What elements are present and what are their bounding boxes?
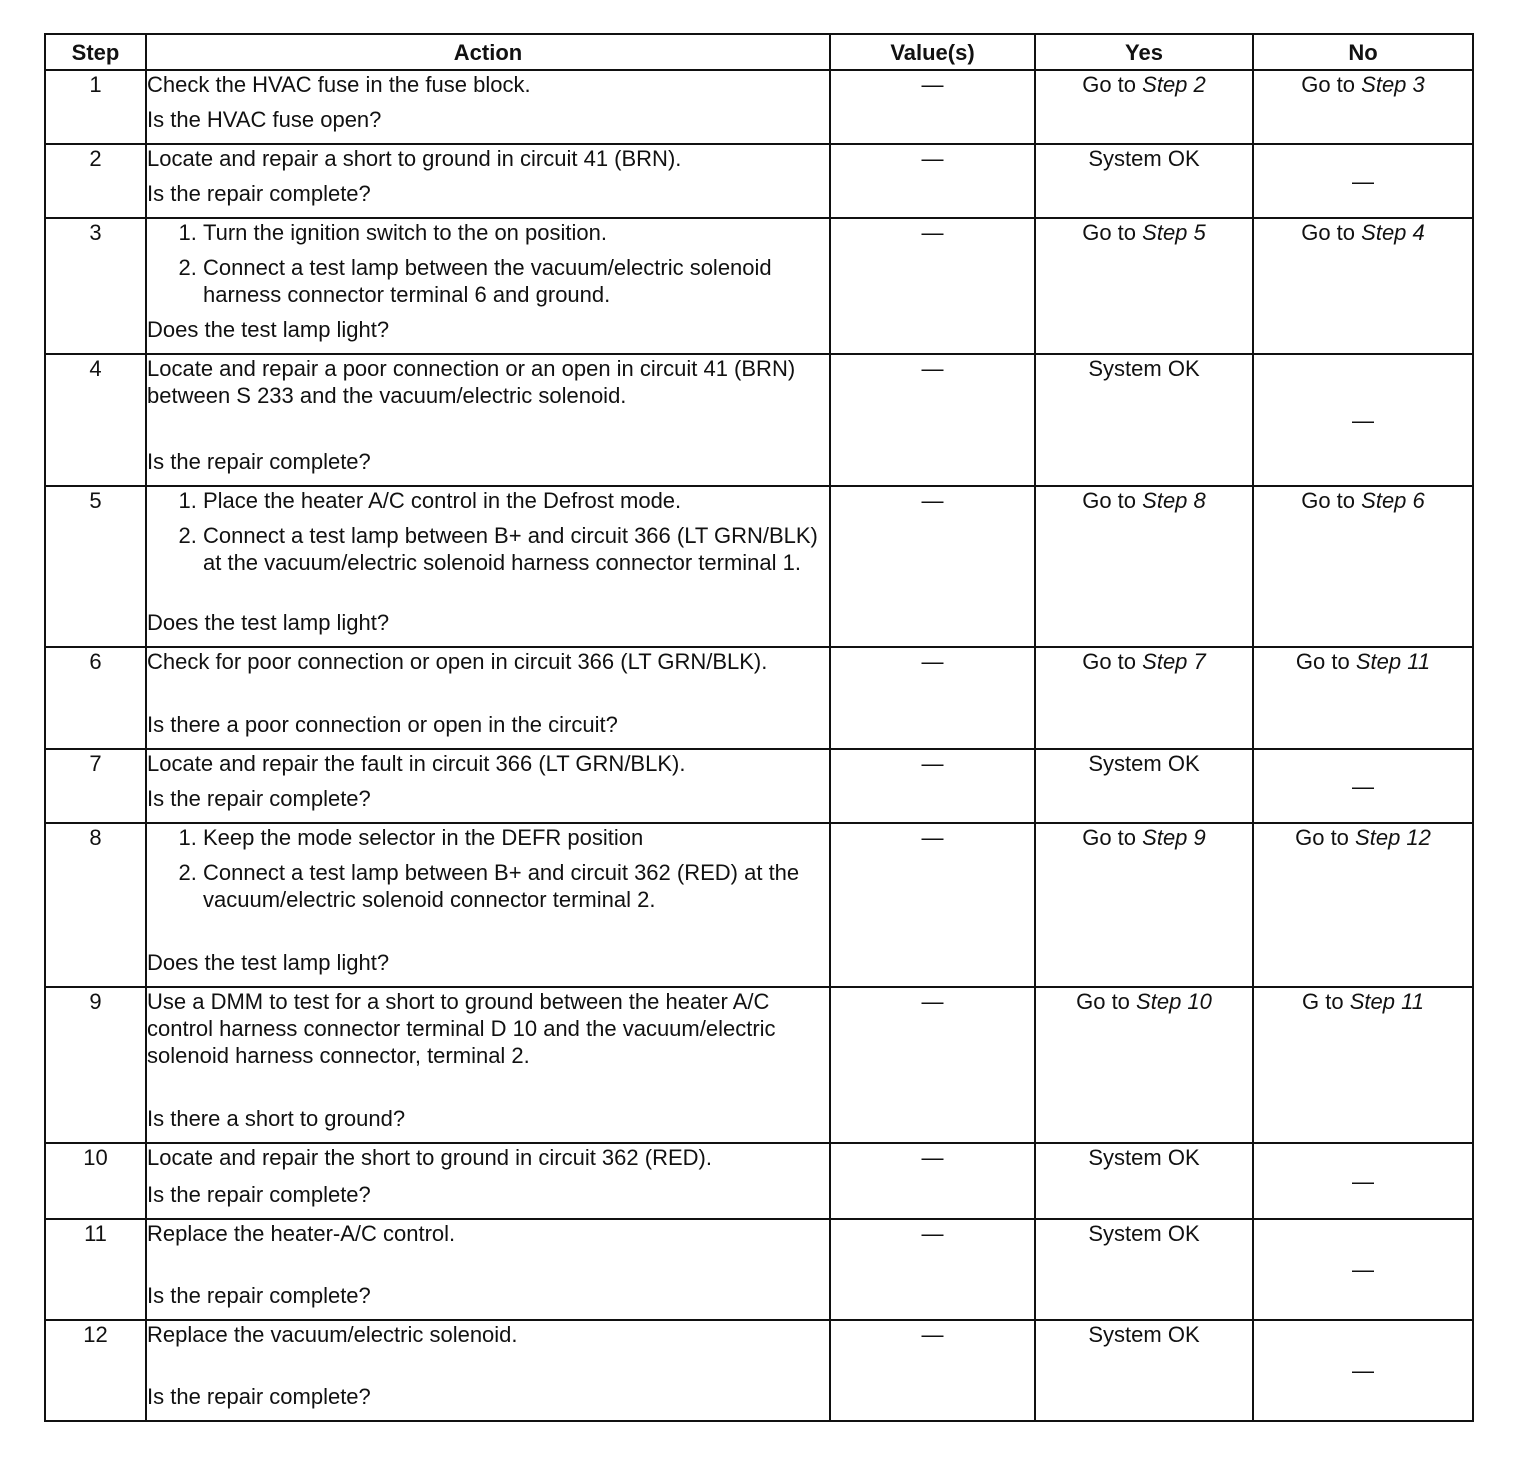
value-cell: — [830, 486, 1035, 647]
step-number: 10 [45, 1143, 146, 1219]
no-cell [1253, 144, 1473, 218]
action-step-item: 1. Place the heater A/C control in the Defrost mode. [203, 487, 829, 514]
action-step-item: 2. Connect a test lamp between B+ and circuit 362 (RED) at the vacuum/electric solenoid connector terminal 2. [203, 859, 829, 913]
action-question: Does the test lamp light? [147, 317, 390, 342]
yes-cell [1035, 144, 1253, 218]
action-text: Locate and repair the fault in circuit 366 (LT GRN/BLK). [147, 751, 686, 776]
no-step-link: Step 11 [1355, 649, 1431, 674]
yes-cell [1035, 749, 1253, 823]
table-row [45, 1219, 1473, 1320]
action-steps-list [147, 487, 829, 576]
action-step-item: 1. Keep the mode selector in the DEFR position [203, 824, 829, 851]
action-step-item: 2. Connect a test lamp between B+ and circuit 366 (LT GRN/BLK) at the vacuum/electric solenoid harness connector terminal 1. [203, 522, 829, 576]
no-cell [1253, 1320, 1473, 1421]
value-cell: — [830, 218, 1035, 354]
no-goto-prefix: Go to [1295, 825, 1349, 850]
step-number: 6 [45, 647, 146, 749]
action-cell [146, 486, 830, 647]
yes-step-link: Step 2 [1142, 72, 1206, 97]
action-text: Locate and repair a short to ground in circuit 41 (BRN). [147, 146, 682, 171]
action-question: Is the repair complete? [147, 786, 371, 811]
header-values: Value(s) [830, 34, 1035, 70]
no-step-link: Step 3 [1361, 72, 1425, 97]
action-cell [146, 823, 830, 987]
yes-goto-prefix: Go to [1076, 989, 1130, 1014]
action-text: Replace the heater-A/C control. [147, 1221, 456, 1246]
no-goto-prefix: Go to [1301, 220, 1356, 245]
no-cell [1253, 647, 1473, 749]
no-cell [1253, 218, 1473, 354]
yes-goto-prefix: Go to [1082, 649, 1137, 674]
table-row [45, 1320, 1473, 1421]
yes-cell [1035, 218, 1253, 354]
step-number: 9 [45, 987, 146, 1143]
action-steps-list [147, 219, 829, 308]
yes-cell [1035, 647, 1253, 749]
action-cell [146, 144, 830, 218]
no-cell [1253, 354, 1473, 486]
yes-goto-prefix: Go to [1082, 488, 1137, 513]
step-number: 2 [45, 144, 146, 218]
diagnostic-table [44, 33, 1474, 1422]
action-cell [146, 1320, 830, 1421]
table-row [45, 749, 1473, 823]
yes-cell [1035, 1143, 1253, 1219]
yes-cell [1035, 70, 1253, 144]
action-question: Is there a poor connection or open in the circuit? [147, 712, 618, 737]
yes-cell [1035, 1219, 1253, 1320]
action-question: Is the repair complete? [147, 1283, 371, 1308]
action-question: Does the test lamp light? [147, 950, 390, 975]
yes-result: System OK [1088, 1145, 1200, 1170]
step-number: 11 [45, 1219, 146, 1320]
action-question: Does the test lamp light? [147, 610, 390, 635]
action-question: Is the repair complete? [147, 1182, 371, 1207]
value-cell: — [830, 354, 1035, 486]
yes-result: System OK [1088, 751, 1200, 776]
value-cell: — [830, 823, 1035, 987]
no-cell [1253, 1219, 1473, 1320]
header-row [45, 34, 1473, 70]
yes-step-link: Step 9 [1142, 825, 1206, 850]
value-cell: — [830, 1143, 1035, 1219]
no-result: — [1352, 1257, 1374, 1282]
action-step-item: 1. Turn the ignition switch to the on position. [203, 219, 829, 246]
no-goto-prefix: G to [1302, 989, 1344, 1014]
yes-cell [1035, 823, 1253, 987]
action-cell [146, 218, 830, 354]
action-question: Is the repair complete? [147, 449, 371, 474]
no-cell [1253, 823, 1473, 987]
action-question: Is the repair complete? [147, 1384, 371, 1409]
step-number: 7 [45, 749, 146, 823]
yes-result: System OK [1088, 356, 1200, 381]
step-number: 1 [45, 70, 146, 144]
value-cell: — [830, 144, 1035, 218]
no-result: — [1352, 1358, 1374, 1383]
yes-cell [1035, 486, 1253, 647]
no-step-link: Step 4 [1361, 220, 1425, 245]
action-text: Use a DMM to test for a short to ground between the heater A/C control harness connector terminal D 10 and the vacuum/electric solenoid harness connector, terminal 2. [147, 989, 776, 1068]
no-step-link: Step 11 [1349, 989, 1424, 1014]
action-question: Is the repair complete? [147, 181, 371, 206]
no-cell [1253, 70, 1473, 144]
action-text: Replace the vacuum/electric solenoid. [147, 1322, 518, 1347]
yes-cell [1035, 354, 1253, 486]
value-cell: — [830, 70, 1035, 144]
header-no: No [1253, 34, 1473, 70]
no-cell [1253, 749, 1473, 823]
action-cell [146, 1143, 830, 1219]
value-cell: — [830, 1219, 1035, 1320]
action-text: Locate and repair a poor connection or an open in circuit 41 (BRN) between S 233 and the vacuum/electric solenoid. [147, 356, 796, 408]
table-row [45, 987, 1473, 1143]
no-goto-prefix: Go to [1295, 649, 1350, 674]
yes-step-link: Step 7 [1142, 649, 1206, 674]
yes-step-link: Step 5 [1142, 220, 1206, 245]
table-row [45, 1143, 1473, 1219]
action-text: Locate and repair the short to ground in circuit 362 (RED). [147, 1145, 712, 1170]
header-step: Step [45, 34, 146, 70]
no-result: — [1352, 773, 1374, 799]
no-step-link: Step 6 [1361, 488, 1425, 513]
action-cell [146, 749, 830, 823]
no-goto-prefix: Go to [1301, 488, 1356, 513]
no-goto-prefix: Go to [1301, 72, 1356, 97]
yes-result: System OK [1088, 146, 1200, 171]
action-text: Check for poor connection or open in circuit 366 (LT GRN/BLK). [147, 649, 768, 674]
step-number: 3 [45, 218, 146, 354]
action-step-item: 2. Connect a test lamp between the vacuum/electric solenoid harness connector terminal 6 and ground. [203, 254, 829, 308]
action-cell [146, 70, 830, 144]
no-result: — [1352, 168, 1374, 194]
no-result: — [1352, 1168, 1374, 1194]
no-cell [1253, 486, 1473, 647]
yes-result: System OK [1088, 1322, 1200, 1347]
action-cell [146, 987, 830, 1143]
yes-goto-prefix: Go to [1082, 220, 1137, 245]
yes-goto-prefix: Go to [1082, 72, 1137, 97]
table-row [45, 823, 1473, 987]
yes-step-link: Step 8 [1142, 488, 1206, 513]
yes-goto-prefix: Go to [1082, 825, 1137, 850]
step-number: 5 [45, 486, 146, 647]
value-cell: — [830, 647, 1035, 749]
action-question: Is the HVAC fuse open? [147, 107, 382, 132]
no-cell [1253, 987, 1473, 1143]
table-row [45, 70, 1473, 144]
action-steps-list [147, 824, 829, 913]
table-row [45, 354, 1473, 486]
value-cell: — [830, 749, 1035, 823]
yes-cell [1035, 1320, 1253, 1421]
table-row [45, 218, 1473, 354]
step-number: 12 [45, 1320, 146, 1421]
step-number: 4 [45, 354, 146, 486]
value-cell: — [830, 987, 1035, 1143]
table-row [45, 486, 1473, 647]
action-cell [146, 354, 830, 486]
header-yes: Yes [1035, 34, 1253, 70]
yes-result: System OK [1088, 1221, 1200, 1246]
step-number: 8 [45, 823, 146, 987]
no-result: — [1352, 407, 1374, 433]
action-cell [146, 1219, 830, 1320]
value-cell: — [830, 1320, 1035, 1421]
action-cell [146, 647, 830, 749]
table-row [45, 144, 1473, 218]
action-question: Is there a short to ground? [147, 1106, 406, 1131]
action-text: Check the HVAC fuse in the fuse block. [147, 72, 531, 97]
no-cell [1253, 1143, 1473, 1219]
no-step-link: Step 12 [1355, 825, 1431, 850]
yes-cell [1035, 987, 1253, 1143]
table-row [45, 647, 1473, 749]
yes-step-link: Step 10 [1136, 989, 1212, 1014]
header-action: Action [146, 34, 830, 70]
